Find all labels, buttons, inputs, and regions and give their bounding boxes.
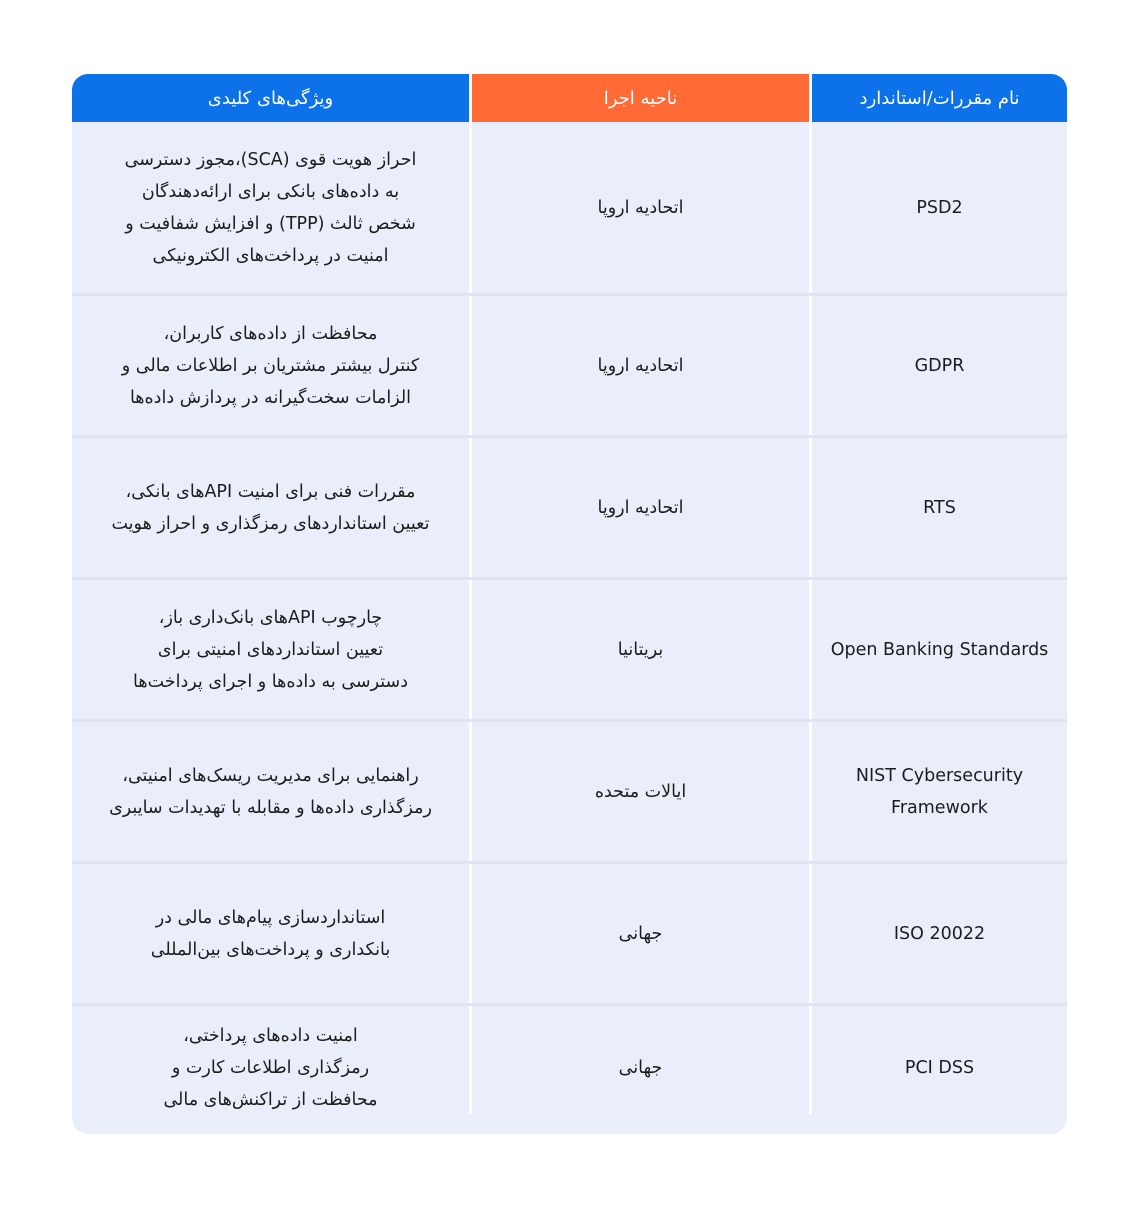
table-cell-region: ایالات متحده: [594, 781, 687, 802]
header-standard: [812, 74, 1067, 122]
table-cell-region: اتحادیه اروپا: [597, 197, 684, 218]
table-cell-region: بریتانیا: [617, 639, 664, 660]
table-cell-standard: NIST Cybersecurity Framework: [855, 765, 1024, 818]
header-features-label: ویژگی‌های کلیدی: [207, 87, 334, 109]
table-cell-features: امنیت داده‌های پرداختی، رمزگذاری اطلاعات کارت و محافظت از تراکنش‌های مالی: [163, 1026, 378, 1110]
table-cell-standard: PSD2: [916, 197, 963, 218]
table-cell-standard: PCI DSS: [904, 1058, 975, 1078]
table-cell-standard: Open Banking Standards: [830, 639, 1049, 660]
table-cell-standard: ISO 20022: [893, 923, 986, 944]
table-cell-features: احراز هویت قوی (SCA)،مجوز دسترسی به داده‌های بانکی برای ارائه‌دهندگان شخص ثالث (TPP) و افزایش شفافیت و امنیت در پرداخت‌های الکترونیکی: [124, 149, 417, 266]
header-features: [72, 74, 469, 122]
header-region: [472, 74, 809, 122]
table-cell-region: جهانی: [618, 1058, 663, 1078]
table-cell-standard: GDPR: [914, 355, 965, 376]
table-cell-region: اتحادیه اروپا: [597, 497, 684, 518]
table-cell-region: جهانی: [618, 923, 663, 944]
table-cell-features: مقررات فنی برای امنیت APIهای بانکی، تعیین استانداردهای رمزگذاری و احراز هویت: [111, 481, 430, 534]
table-cell-features: چارچوب APIهای بانک‌داری باز، تعیین استانداردهای امنیتی برای دسترسی به داده‌ها و اجرای پرداخت‌ها: [133, 607, 408, 692]
table-cell-region: اتحادیه اروپا: [597, 355, 684, 376]
table-cell-features: استانداردسازی پیام‌های مالی در بانکداری و پرداخت‌های بین‌المللی: [150, 907, 391, 960]
table-cell-features: محافظت از داده‌های کاربران، کنترل بیشتر مشتریان بر اطلاعات مالی و الزامات سخت‌گیرانه در پردازش داده‌ها: [121, 323, 420, 408]
table-cell-features: راهنمایی برای مدیریت ریسک‌های امنیتی، رمزگذاری داده‌ها و مقابله با تهدیدات سایبری: [109, 765, 432, 818]
header-region-label: ناحیه اجرا: [603, 87, 678, 109]
header-standard-label: نام مقررات/استاندارد: [859, 87, 1020, 109]
regulations-table: [72, 74, 1067, 1134]
table-cell-standard: RTS: [923, 497, 956, 518]
